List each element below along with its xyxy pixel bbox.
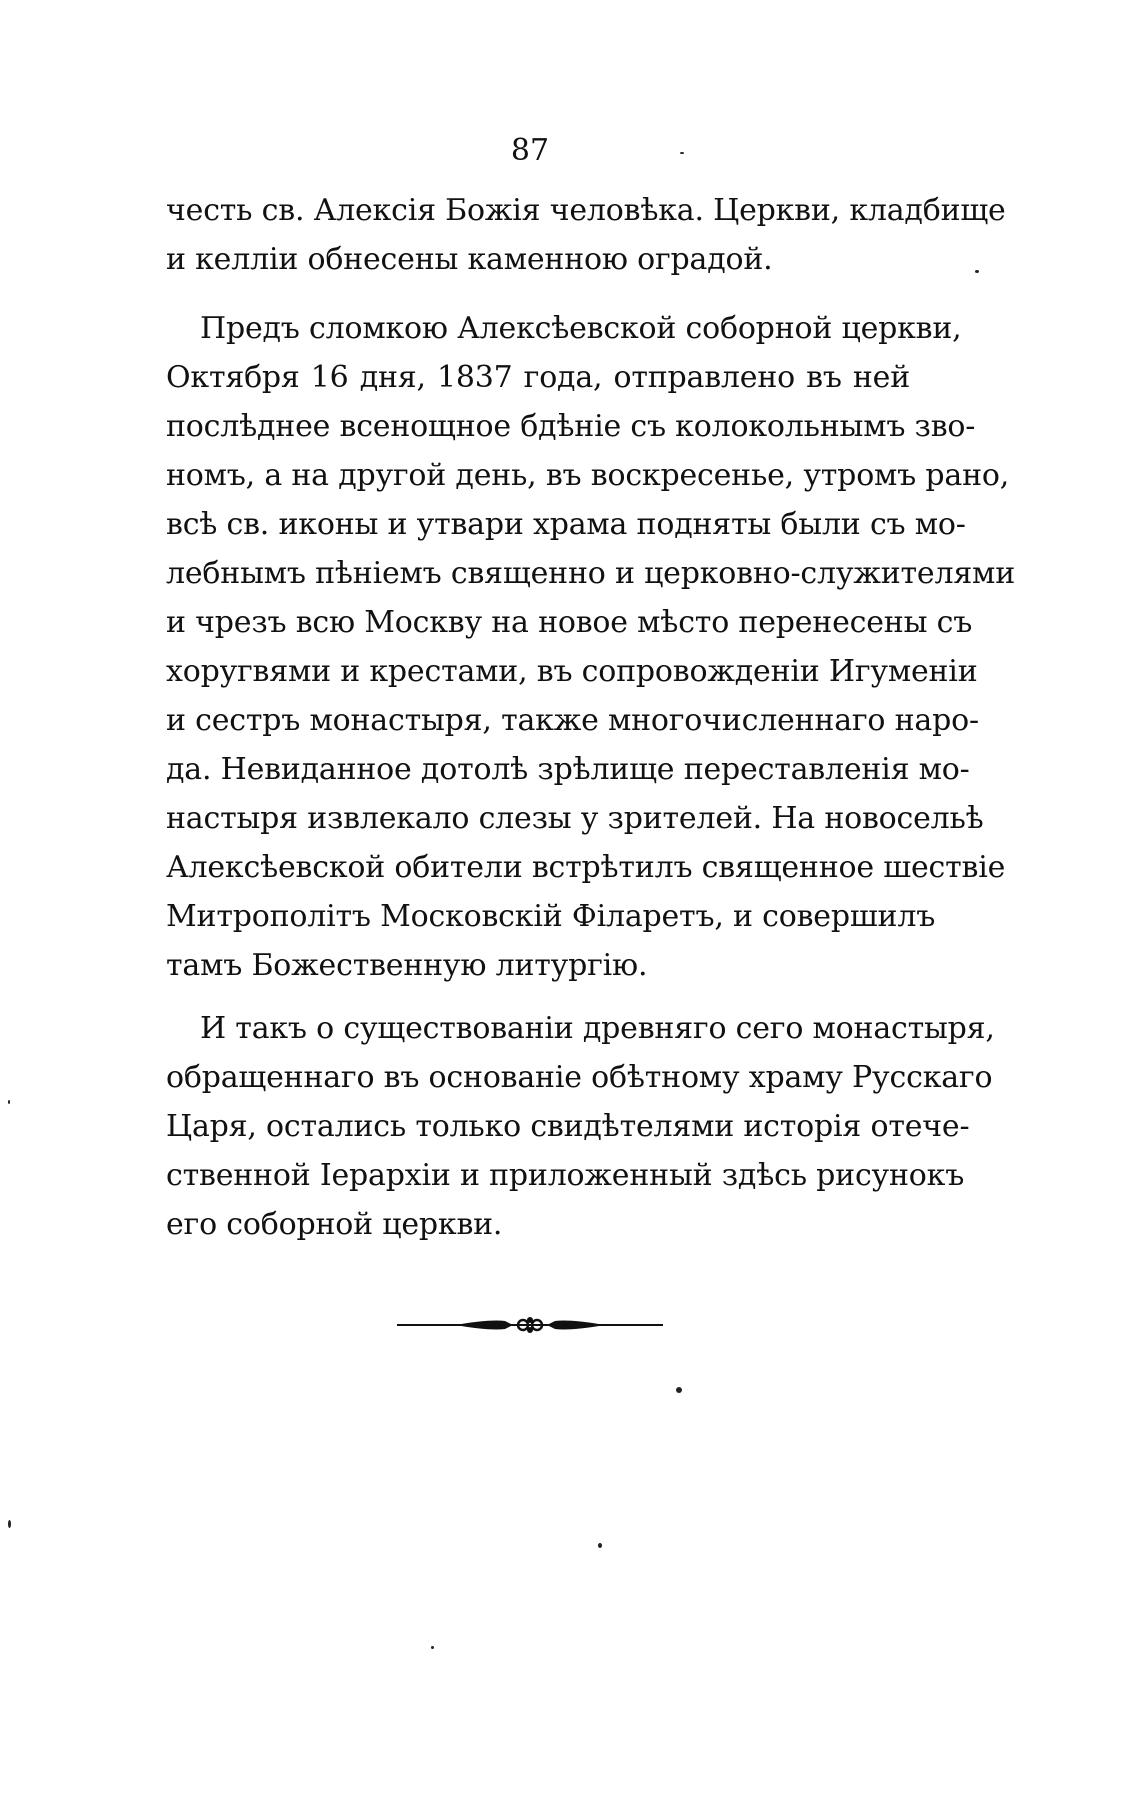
end-ornament-icon <box>395 1310 665 1340</box>
text-line: всѣ св. иконы и утвари храма подняты были съ мо- <box>166 507 966 542</box>
text-line: хоругвями и крестами, въ сопровожденіи Игуменіи <box>166 654 978 689</box>
print-speck <box>8 1100 10 1104</box>
text-line: тамъ Божественную литургію. <box>166 948 648 983</box>
print-speck <box>676 1387 682 1393</box>
text-line: и сестръ монастыря, также многочисленнаго наро- <box>166 703 979 738</box>
text-line: номъ, а на другой день, въ воскресенье, утромъ рано, <box>166 458 1010 493</box>
paragraph <box>166 1004 995 1249</box>
text-line: Алексѣевской обители встрѣтилъ священное шествіе <box>166 850 1006 885</box>
text-line: послѣднее всенощное бдѣніе съ колокольнымъ зво- <box>166 409 976 444</box>
print-speck <box>431 1646 434 1649</box>
print-speck <box>598 1543 602 1548</box>
text-line: И такъ о существованіи древняго сего монастыря, <box>200 1011 995 1046</box>
paragraph <box>166 304 1015 990</box>
text-line: лебнымъ пѣніемъ священно и церковно-служителями <box>166 556 1015 591</box>
print-speck <box>8 1520 11 1528</box>
page-number: 87 <box>510 133 550 168</box>
text-line: да. Невиданное дотолѣ зрѣлище переставленія мо- <box>166 752 970 787</box>
text-line: Митрополітъ Московскій Філаретъ, и совершилъ <box>166 899 936 934</box>
text-line: Октября 16 дня, 1837 года, отправлено въ ней <box>166 360 910 395</box>
print-speck <box>680 152 684 154</box>
text-line: и чрезъ всю Москву на новое мѣсто перенесены съ <box>166 605 973 640</box>
text-line: Предъ сломкою Алексѣевской соборной церкви, <box>200 311 962 346</box>
text-line: настыря извлекало слезы у зрителей. На новосельѣ <box>166 801 984 836</box>
text-line: и келліи обнесены каменною оградой. <box>166 242 773 277</box>
text-line: честь св. Алексія Божія человѣка. Церкви, кладбище <box>166 193 1006 228</box>
print-speck <box>975 270 979 273</box>
paragraph <box>166 186 1006 284</box>
body-text <box>166 186 1015 1249</box>
text-line: его соборной церкви. <box>166 1207 503 1242</box>
text-line: Царя, остались только свидѣтелями исторія отече- <box>166 1109 970 1144</box>
text-line: обращеннаго въ основаніе обѣтному храму Русскаго <box>166 1060 993 1095</box>
text-line: ственной Іерархіи и приложенный здѣсь рисунокъ <box>166 1158 965 1193</box>
